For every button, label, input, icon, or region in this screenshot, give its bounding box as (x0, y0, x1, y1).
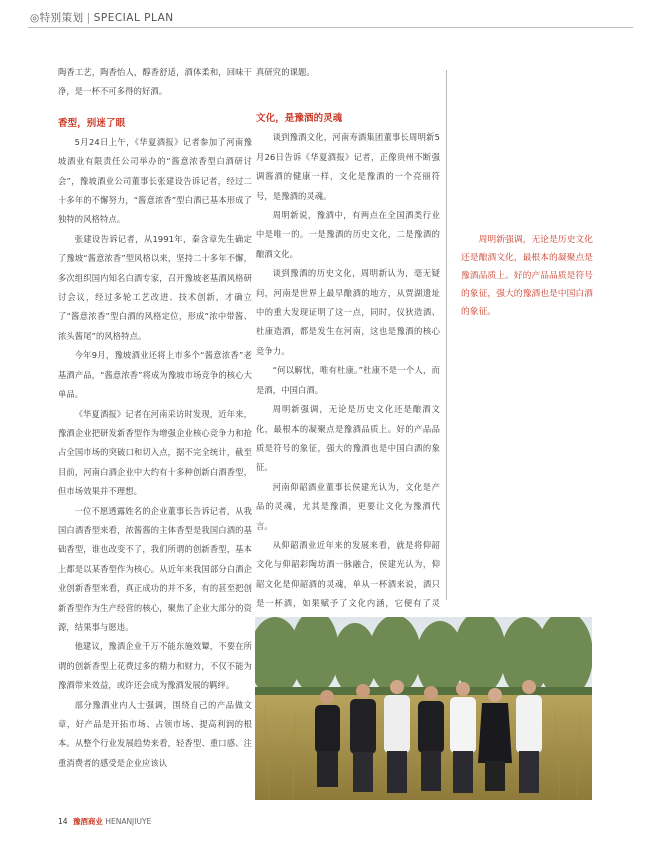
header-divider: | (86, 12, 91, 24)
paragraph: 从仰韶酒业近年来的发展来看，就是将仰韶文化与仰韶彩陶坊酒一脉融合，侯建光认为，仰韶文化是仰韶酒的灵魂，单从一杯酒来说，酒只是一杯酒，如果赋予了文化内涵，它便有了灵 (256, 539, 440, 609)
page-number: 14 (58, 817, 68, 826)
page-footer (58, 816, 151, 827)
paragraph: 周明新强调，无论是历史文化还是酿酒文化，最根本的凝聚点是豫酒品质上。好的产品品质是符号的象征，强大的豫酒也是中国白酒的象征。 (256, 404, 440, 473)
section-name: 特别策划 (39, 12, 84, 24)
column-divider (446, 70, 447, 600)
paragraph: 《华夏酒报》记者在河南采访时发现，近年来，豫酒企业把研发新香型作为增强企业核心竞争力和抢占全国市场的突破口和切入点，据不完全统计，截至目前，河南白酒企业中大约有十多种创新白酒香型，但市场效果并不理想。 (58, 408, 252, 497)
section-title-en: SPECIAL PLAN (93, 12, 174, 24)
paragraph: 5月24日上午，《华夏酒报》记者参加了河南豫坡酒业有限责任公司举办的“酱意浓香型白酒研讨会”，豫坡酒业公司董事长张建设告诉记者，经过二十多年的不懈努力，“酱意浓香”型白酒已基本形成了独特的风格特点。 (58, 136, 252, 225)
paragraph: 谈到豫酒的历史文化，周明新认为，毫无疑问，河南是世界上最早酿酒的地方，从贾湖遗址中的重大发现证明了这一点，同时，仪狄造酒、杜康造酒，都是发生在河南，这也是豫酒的核心竞争力。 (256, 268, 440, 356)
section-heading: 文化，是豫酒的灵魂 (256, 113, 343, 125)
paragraph: “何以解忧，唯有杜康。”杜康不是一个人，而是酒，中国白酒。 (256, 365, 440, 395)
paragraph: 陶香工艺，陶香怡人，醇香舒适，酒体柔和，回味干净，是一杯不可多得的好酒。 (58, 67, 252, 97)
pull-quote: 周明新强调，无论是历史文化还是酿酒文化，最根本的凝聚点是豫酒品质上。好的产品品质是符号的象征，强大的豫酒也是中国白酒的象征。 (461, 235, 593, 317)
paragraph: 张建设告诉记者，从1991年，秦含章先生确定了豫坡“酱意浓香”型风格以来，坚持二十多年不懈，多次组织国内知名白酒专家，召开豫坡老基酒风格研讨会议，经过多轮工艺改进、技术创新，才确立了“酱意浓香”型白酒的风格定位，形成“浓中带酱、浓头酱尾”的风格特点。 (58, 233, 252, 341)
wheat-field-photo (255, 617, 592, 800)
paragraph: 真研究的课题。 (256, 67, 315, 77)
paragraph: 他建议，豫酒企业千万不能东施效颦，不要在所谓的创新香型上花费过多的精力和财力，不仅不能为豫酒带来效益，或许还会成为豫酒发展的羁绊。 (58, 641, 252, 691)
group-photo (255, 617, 592, 800)
magazine-name: 豫酒商业 (72, 817, 103, 826)
paragraph: 周明新说，豫酒中，有两点在全国酒类行业中是唯一的。一是豫酒的历史文化，二是豫酒的酿酒文化。 (256, 210, 440, 259)
header-rule (28, 27, 633, 28)
middle-column (256, 63, 440, 672)
circle-icon: ◎ (30, 12, 40, 24)
paragraph: 今年9月，豫坡酒业还将上市多个“酱意浓香”老基酒产品，“酱意浓香”将成为豫坡市场竞争的核心大单品。 (58, 350, 252, 400)
left-column (58, 63, 252, 773)
paragraph: 谈到豫酒文化，河南寿酒集团董事长周明新5月26日告诉《华夏酒报》记者，正像贵州不断强调酱酒的健康一样，文化是豫酒的一个亮丽符号，是豫酒的灵魂。 (256, 132, 440, 201)
magazine-code: HENANJIUYE (105, 817, 152, 826)
section-heading: 香型，别迷了眼 (58, 117, 126, 129)
page-header (30, 10, 174, 25)
paragraph: 一位不愿透露姓名的企业董事长告诉记者，从我国白酒香型来看，浓酱酱的主体香型是我国白酒的基础香型，谁也改变不了，我们所谓的创新香型，基本上都是以某香型作为核心。从近年来我国部分白酒企业创新香型来看，真正成功的并不多，有的甚至把创新香型作为生产经营的核心，聚焦了企业大部分的资源，结果事与愿违。 (58, 505, 252, 632)
paragraph: 河南仰韶酒业董事长侯建光认为，文化是产品的灵魂，尤其是豫酒，更要让文化为豫酒代言。 (256, 481, 440, 531)
paragraph: 部分豫酒业内人士强调，围绕自己的产品做文章，好产品是开拓市场、占领市场、提高利润的根本。从整个行业发展趋势来看，轻香型、重口感、注重消费者的感受是企业应该认 (58, 699, 252, 768)
